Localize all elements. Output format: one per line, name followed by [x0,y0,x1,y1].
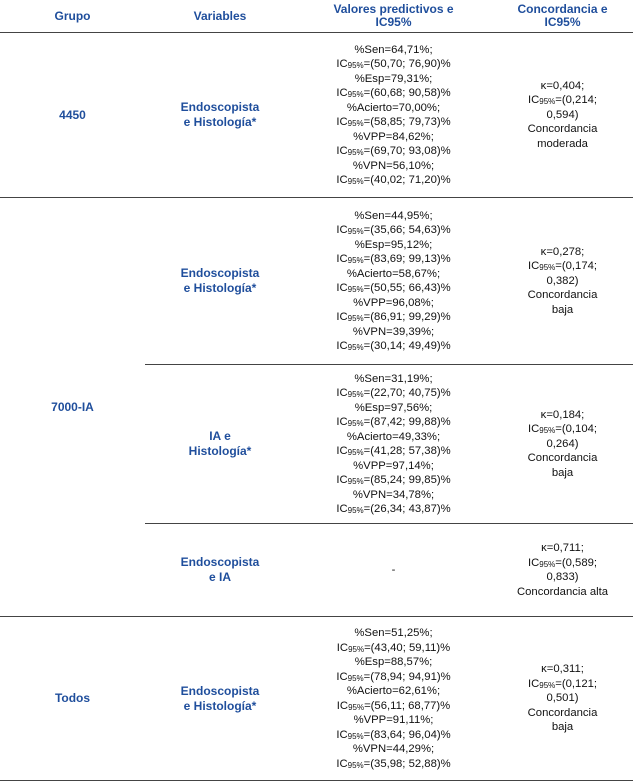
concordancia-line: κ=0,404; [540,79,585,92]
concordancia-line: κ=0,711; [541,542,584,554]
concordancia-line: 0,501) [546,692,579,705]
valores-line [295,223,492,238]
ci-prefix: IC [336,445,348,457]
ci-value: =(50,70; 76,90)% [363,58,451,70]
valores-line [295,473,492,488]
concordancia-line [492,422,633,437]
ci-value: =(83,69; 99,13)% [363,253,451,265]
header-row [0,0,633,33]
ci-value: =(58,85; 79,73)% [363,116,451,128]
valores-line: %Sen=64,71%; [354,43,433,56]
ci-value: =(22,70; 40,75)% [363,387,451,399]
ci-subscript: 95% [539,263,556,273]
variables-cell [145,33,295,198]
ci-value: =(35,98; 52,88)% [363,757,451,770]
concordancia-line: κ=0,311; [541,663,584,676]
valores-line [295,386,492,401]
ci-subscript: 95% [347,256,364,265]
concordancia-line [492,259,633,274]
ci-subscript: 95% [348,644,365,654]
valores-line: %VPN=34,78%; [352,488,435,501]
ci-prefix: IC [527,423,540,436]
valores-line: - [391,563,396,576]
ci-subscript: 95% [539,680,556,690]
variables-line: e Histología* [183,698,257,713]
valores-line: %Esp=88,57%; [354,656,433,668]
valores-line: %VPP=97,14%; [353,459,434,472]
valores-line: %Acierto=49,33%; [346,430,441,443]
valores-line [295,641,492,656]
valores-cell [295,365,492,524]
ci-subscript: 95% [347,227,364,236]
concordancia-line: baja [551,303,574,316]
ci-subscript: 95% [347,119,364,128]
valores-line [295,728,492,743]
variables-line: Endoscopista [180,555,260,569]
concordancia-line: baja [551,721,574,734]
ci-prefix: IC [527,556,540,569]
concordancia-line: Concordancia [527,123,598,136]
ci-value: =(83,64; 96,04)% [363,728,451,741]
valores-cell [295,524,492,617]
concordancia-line [492,677,633,692]
valores-line [295,252,492,267]
ci-value: =(0,214; [555,94,598,107]
concordancia-line: κ=0,184; [540,408,585,421]
variables-line: IA e [209,429,231,443]
ci-value: =(85,24; 99,85)% [363,474,451,486]
concordancia-line: Concordancia [527,452,598,465]
valores-line: %Sen=44,95%; [354,209,433,222]
ci-value: =(26,34; 43,87)% [363,503,451,515]
table-row [0,198,633,365]
ci-subscript: 95% [347,177,364,186]
variables-cell [145,524,295,617]
variables-line: e Histología* [183,281,257,295]
valores-line: %Acierto=62,61%; [346,685,441,697]
ci-value: =(78,94; 94,91)% [363,670,451,683]
variables-line: Endoscopista [180,266,260,280]
variables-line: e IA [208,570,231,584]
concordancia-cell [492,617,633,781]
valores-line: %VPN=44,29%; [352,743,435,755]
ci-value: =(0,104; [555,423,598,436]
ci-prefix: IC [336,174,348,186]
ci-prefix: IC [527,677,540,690]
valores-line: %VPP=84,62%; [353,130,434,143]
ci-prefix: IC [527,94,540,107]
valores-line [295,57,492,72]
ci-prefix: IC [336,728,348,741]
ci-prefix: IC [336,474,348,486]
valores-line: %Acierto=58,67%; [346,267,441,280]
variables-cell [145,198,295,365]
header-grupo: Grupo [0,0,145,33]
ci-prefix: IC [336,282,348,294]
ci-value: =(30,14; 49,49)% [363,340,451,352]
ci-prefix: IC [336,670,348,683]
ci-prefix: IC [336,641,349,654]
valores-line [295,339,492,354]
header-concordancia-line: IC95% [544,15,581,29]
variables-cell [145,365,295,524]
variables-line: Endoscopista [180,683,260,698]
ci-subscript: 95% [347,477,364,486]
ci-value: =(40,02; 71,20)% [363,174,451,186]
ci-prefix: IC [336,416,348,428]
valores-cell [295,198,492,365]
concordancia-line [492,556,633,571]
ci-subscript: 95% [347,343,364,352]
ci-value: =(87,42; 99,88)% [363,416,451,428]
ci-prefix: IC [336,253,348,265]
ci-subscript: 95% [347,148,364,157]
ci-value: =(41,28; 57,38)% [363,445,451,457]
ci-subscript: 95% [347,731,364,741]
variables-line: e Histología* [183,115,257,129]
header-concordancia [492,0,633,33]
ci-value: =(43,40; 59,11)% [364,641,451,654]
ci-prefix: IC [336,311,348,323]
valores-line: %VPP=91,11%; [353,714,434,726]
valores-cell [295,33,492,198]
concordancia-cell [492,198,633,365]
ci-value: =(50,55; 66,43)% [363,282,451,294]
valores-line [295,86,492,101]
valores-line: %Esp=79,31%; [354,72,433,85]
grupo-cell: Todos [0,617,145,781]
concordancia-line: moderada [537,137,588,150]
variables-cell [145,617,295,781]
ci-value: =(0,589; [555,556,598,569]
valores-line: %VPP=96,08%; [353,296,434,309]
concordancia-line: Concordancia [527,706,598,719]
ci-value: =(35,66; 54,63)% [363,224,451,236]
ci-subscript: 95% [539,97,556,107]
valores-line [295,144,492,159]
ci-subscript: 95% [348,702,365,712]
header-variables: Variables [145,0,295,33]
concordancia-line: 0,594) [546,108,579,121]
ci-subscript: 95% [539,426,556,436]
ci-value: =(86,91; 99,29)% [363,311,451,323]
ci-prefix: IC [336,503,348,515]
ci-subscript: 95% [347,61,364,70]
ci-prefix: IC [527,260,540,273]
ci-value: =(0,174; [555,260,598,273]
ci-value: =(56,11; 68,77)% [364,699,451,712]
ci-prefix: IC [336,58,348,70]
ci-subscript: 95% [347,506,364,515]
ci-prefix: IC [336,145,348,157]
ci-subscript: 95% [347,760,364,770]
valores-cell [295,617,492,781]
ci-subscript: 95% [347,419,364,428]
valores-line [295,444,492,459]
valores-line [295,310,492,325]
grupo-cell: 7000-IA [0,198,145,617]
concordancia-line: 0,264) [546,437,579,450]
ci-prefix: IC [336,699,349,712]
ci-prefix: IC [336,224,348,236]
variables-line: Histología* [188,444,252,458]
grupo-cell: 4450 [0,33,145,198]
concordancia-line: κ=0,278; [540,245,585,258]
ci-value: =(60,68; 90,58)% [363,87,451,99]
concordancia-cell [492,524,633,617]
valores-line [295,670,492,685]
variables-line: Endoscopista [180,100,260,114]
valores-line [295,115,492,130]
valores-line [295,173,492,188]
valores-line [295,502,492,517]
table-row [0,617,633,781]
valores-line: %Acierto=70,00%; [346,101,441,114]
valores-line [295,415,492,430]
ci-subscript: 95% [539,559,556,569]
valores-line: %Sen=31,19%; [354,372,433,385]
header-valores [295,0,492,33]
ci-value: =(69,70; 93,08)% [363,145,451,157]
valores-line [295,699,492,714]
ci-value: =(0,121; [555,677,598,690]
ci-prefix: IC [336,87,348,99]
table-row [0,33,633,198]
concordancia-line: 0,833) [546,571,579,583]
concordancia-cell [492,365,633,524]
concordancia-cell [492,33,633,198]
concordancia-line: 0,382) [546,274,579,287]
ci-subscript: 95% [347,673,364,683]
header-valores-line: Valores predictivos e [333,2,454,16]
valores-line: %Sen=51,25%; [354,627,433,639]
ci-subscript: 95% [347,390,364,399]
ci-subscript: 95% [347,314,364,323]
concordancia-line: Concordancia [527,289,598,302]
valores-line: %Esp=97,56%; [354,401,433,414]
ci-prefix: IC [336,757,348,770]
ci-subscript: 95% [347,448,364,457]
valores-line: %Esp=95,12%; [354,238,433,251]
valores-line: %VPN=56,10%; [352,159,435,172]
header-concordancia-line: Concordancia e [517,2,608,16]
valores-line [295,757,492,772]
ci-prefix: IC [336,116,348,128]
ci-subscript: 95% [347,90,364,99]
ci-prefix: IC [336,387,348,399]
concordancia-line [492,93,633,108]
header-valores-line: IC95% [375,15,412,29]
concordancia-line: Concordancia alta [516,585,609,598]
ci-subscript: 95% [347,285,364,294]
valores-line [295,281,492,296]
concordancia-line: baja [551,466,574,479]
valores-line: %VPN=39,39%; [352,325,435,338]
ci-prefix: IC [336,340,348,352]
